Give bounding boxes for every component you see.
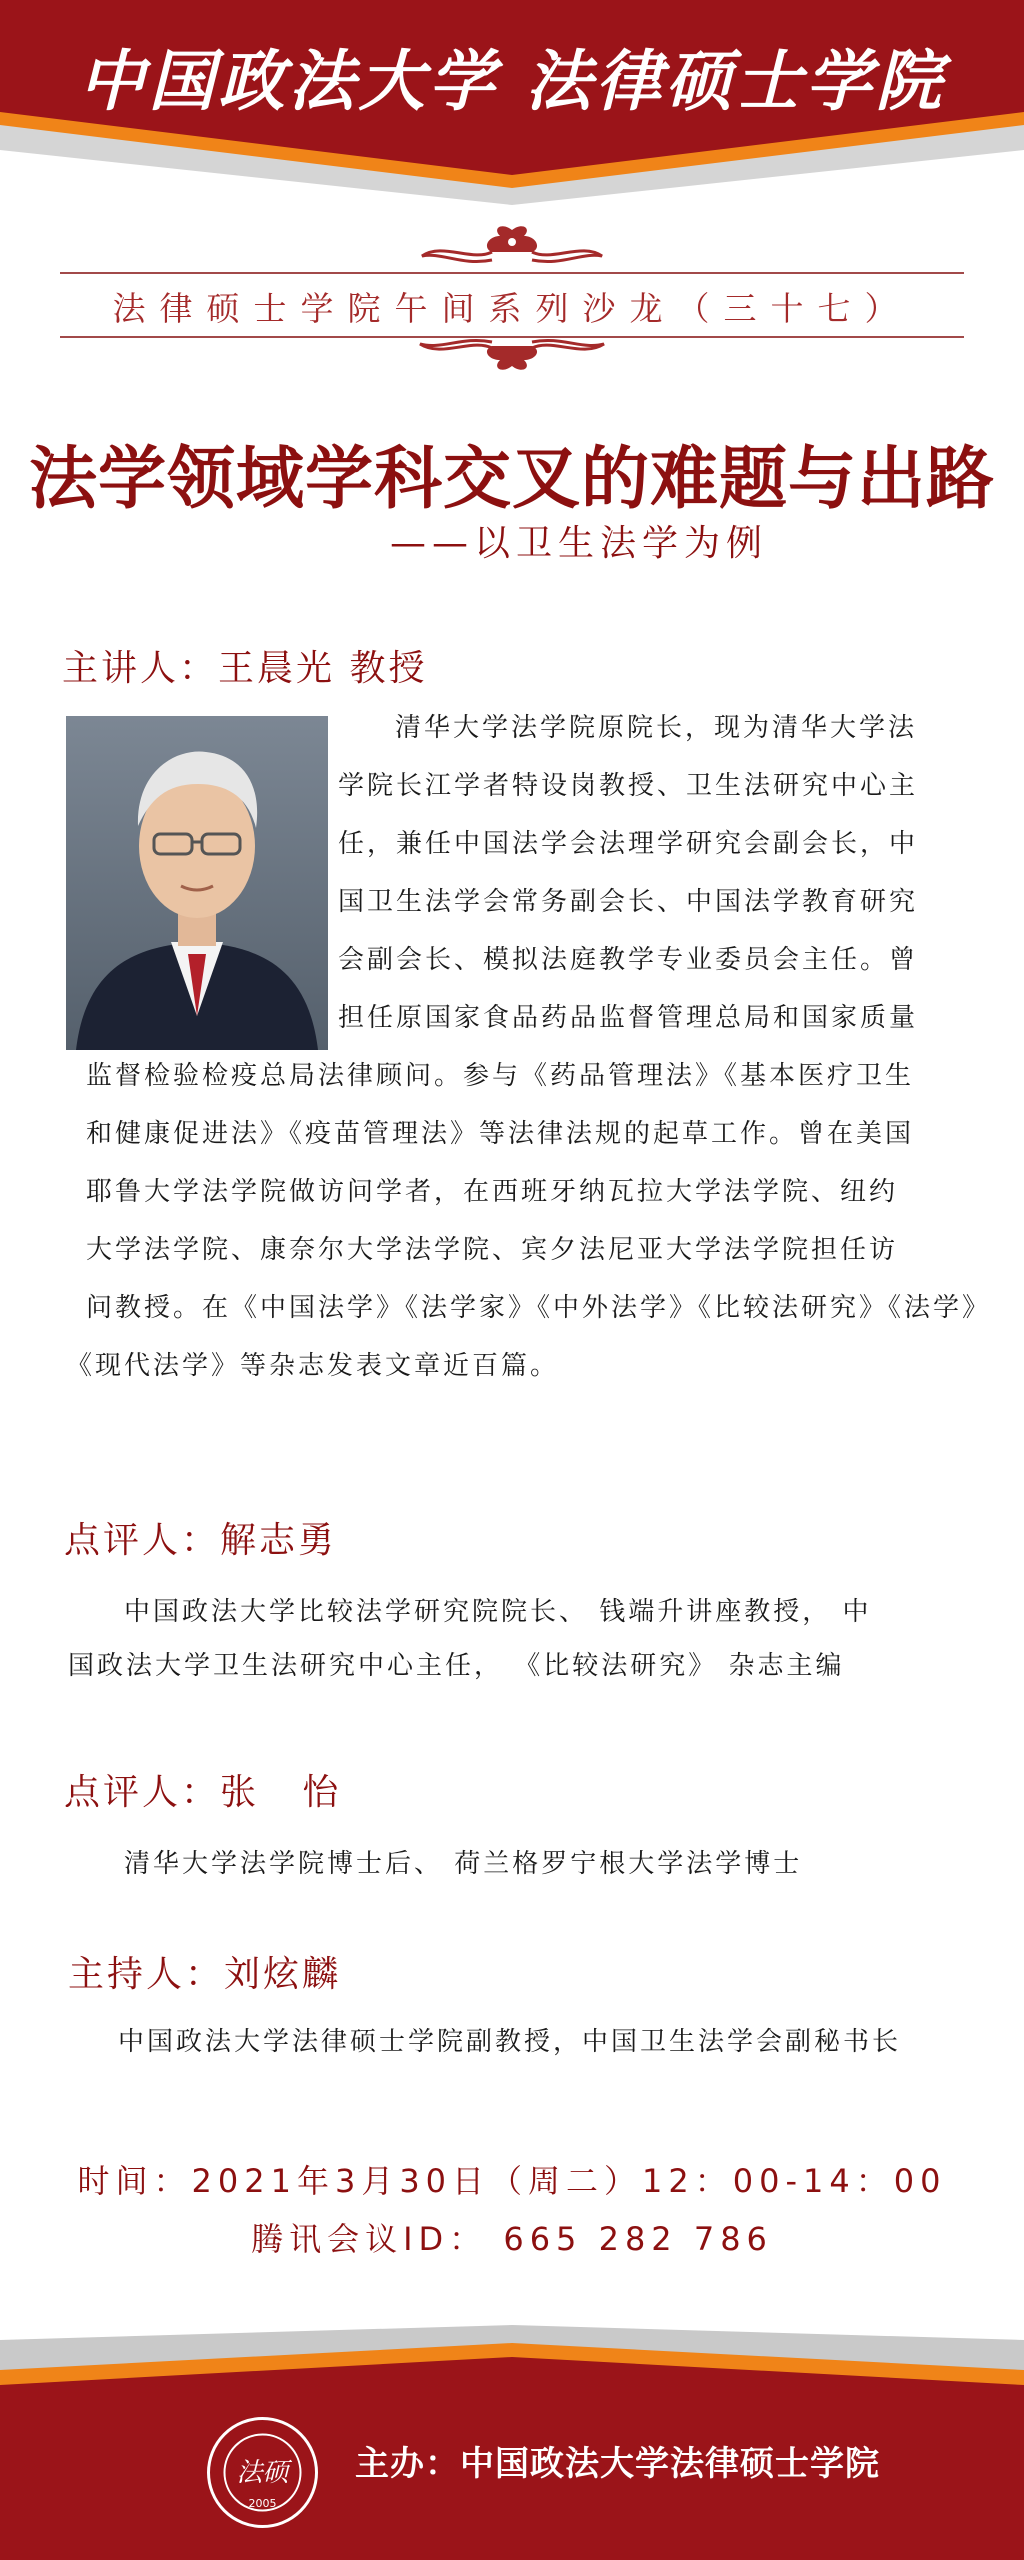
reviewer1-line: 中国政法大学比较法学研究院院长、 钱端升讲座教授， 中 (124, 1597, 872, 1627)
series-divider-top (60, 272, 964, 274)
host-line: 中国政法大学法律硕士学院副教授，中国卫生法学会副秘书长 (118, 2027, 902, 2057)
bio-line: 会副会长、模拟法庭教学专业委员会主任。曾 (338, 945, 919, 975)
event-time: 时间：2021年3月30日（周二）12：00-14：00 (77, 2162, 947, 2200)
speaker-photo (66, 716, 328, 1050)
speaker-label: 主讲人：王晨光 教授 (62, 648, 428, 689)
bio-line: 担任原国家食品药品监督管理总局和国家质量 (338, 1003, 919, 1033)
bio-line: 和健康促进法》《疫苗管理法》等法律法规的起草工作。曾在美国 (86, 1119, 915, 1149)
organizer: 主办：中国政法大学法律硕士学院 (355, 2444, 880, 2484)
event-subtitle: ——以卫生法学为例 (390, 523, 769, 564)
meeting-id: 腾讯会议ID： 665 282 786 (251, 2220, 773, 2258)
bio-line: 大学法学院、康奈尔大学法学院、宾夕法尼亚大学法学院担任访 (86, 1235, 899, 1265)
series-title: 法律硕士学院午间系列沙龙（三十七） (112, 289, 912, 328)
bio-line: 任，兼任中国法学会法理学研究会副会长，中 (338, 829, 919, 859)
bio-line: 问教授。在《中国法学》《法学家》《中外法学》《比较法研究》《法学》 (86, 1293, 992, 1323)
bio-line: 清华大学法学院原院长，现为清华大学法 (395, 713, 918, 743)
reviewer1-label: 点评人：解志勇 (64, 1520, 338, 1561)
reviewer2-line: 清华大学法学院博士后、 荷兰格罗宁根大学法学博士 (124, 1849, 803, 1879)
school-seal (205, 2415, 320, 2530)
bio-line: 学院长江学者特设岗教授、卫生法研究中心主 (338, 771, 919, 801)
bio-line: 国卫生法学会常务副会长、中国法学教育研究 (338, 887, 919, 917)
event-title: 法学领域学科交叉的难题与出路 (28, 439, 995, 519)
bottom-ornament (392, 336, 632, 376)
seal-year: 2005 (248, 2497, 277, 2510)
institution-title: 中国政法大学 法律硕士学院 (78, 42, 946, 120)
reviewer1-line: 国政法大学卫生法研究中心主任， 《比较法研究》 杂志主编 (68, 1651, 845, 1681)
reviewer2-label: 点评人：张 怡 (64, 1772, 342, 1813)
bio-line: 监督检验检疫总局法律顾问。参与《药品管理法》《基本医疗卫生 (86, 1061, 915, 1091)
bio-line: 《现代法学》等杂志发表文章近百篇。 (66, 1351, 560, 1381)
top-ornament (392, 222, 632, 272)
seal-text: 法硕 (236, 2458, 289, 2488)
host-label: 主持人：刘炫麟 (68, 1954, 342, 1995)
bio-line: 耶鲁大学法学院做访问学者，在西班牙纳瓦拉大学法学院、纽约 (86, 1177, 899, 1207)
